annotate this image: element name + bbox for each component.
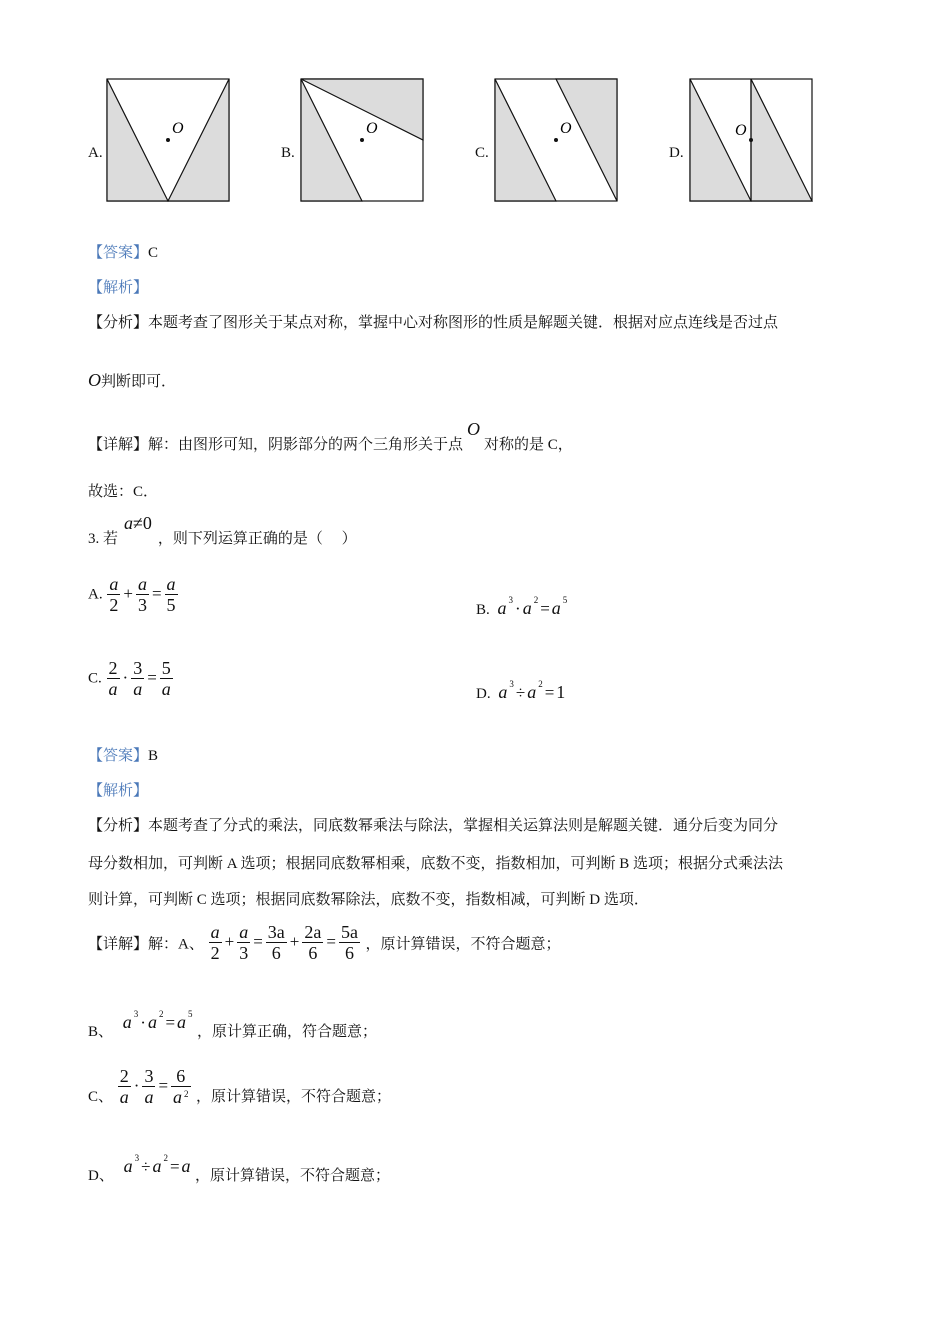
- fenxi-tag: 【分析】: [88, 315, 149, 331]
- detail-text-2: 对称的是 C，: [484, 437, 573, 453]
- figure-d: [689, 78, 814, 203]
- detail-label: C、: [88, 1088, 114, 1105]
- q2-detail-line: [88, 419, 573, 454]
- center-point: [166, 138, 170, 142]
- detail-comment: ，原计算错误，不符合题意；: [195, 1168, 391, 1184]
- answer-tag: 【答案】: [88, 245, 149, 261]
- point-o: O: [467, 419, 481, 439]
- option-label: D.: [476, 686, 491, 702]
- q3-fenxi-line3: 则计算，可判断 C 选项；根据同底数幂除法，底数不变，指数相减，可判断 D 选项．: [88, 892, 649, 908]
- q3-answer-line: [88, 744, 158, 765]
- q3-detail-d: D、 a $^3$ ÷ a $^2$ = a ，原计算错误，不符合题意；: [88, 1153, 391, 1184]
- q2-fenxi-line1: [88, 311, 778, 332]
- detail-comment: ，原计算错误，不符合题意；: [365, 936, 561, 953]
- detail-comment: ，原计算正确，符合题意；: [197, 1024, 378, 1040]
- q3-detail-c: C、 $\frac{2}{a}$ · $\frac{3}{a}$ = $\frac{6}{a ^2}$ ，原计算错误，不符合题意；: [88, 1066, 392, 1107]
- center-label: O: [366, 120, 378, 137]
- detail-comment: ，原计算错误，不符合题意；: [196, 1088, 392, 1105]
- detail-tag: 【详解】: [88, 936, 149, 953]
- q3-fenxi-line1: [88, 814, 778, 835]
- answer-tag: 【答案】: [88, 748, 149, 764]
- option-label: B.: [476, 602, 490, 618]
- q2-fenxi-line2: [88, 370, 176, 391]
- q2-analysis-tag: 【解析】: [88, 280, 149, 296]
- option-c-label: C.: [475, 145, 489, 161]
- option-label: A.: [88, 586, 103, 603]
- q3-fenxi-line2: 母分数相加，可判断 A 选项；根据同底数幂相乘，底数不变，指数相加，可判断 B 选项；根据分式乘法法: [88, 856, 784, 872]
- q3-option-c: C. $\frac{2}{a}$ · $\frac{3}{a}$ = $\frac{5}{a}$: [88, 658, 171, 699]
- option-a-label: A.: [88, 145, 103, 161]
- stem-suffix: ，则下列运算正确的是（ ）: [157, 531, 357, 547]
- center-label: O: [735, 122, 747, 139]
- option-b-label: B.: [281, 145, 295, 161]
- q3-option-a: A. $\frac{a}{2}$ + $\frac{a}{3}$ = $\frac{a}{5}$: [88, 574, 176, 615]
- fenxi-tag: 【分析】: [88, 818, 149, 834]
- answer-value: B: [148, 748, 159, 764]
- option-d-label: D.: [669, 145, 684, 161]
- detail-tag: 【详解】: [88, 437, 149, 453]
- fenxi-text: 本题考查了分式的乘法，同底数幂乘法与除法，掌握相关运算法则是解题关键．通分后变为同分: [148, 818, 779, 834]
- q3-option-d: D. a $^3$ ÷ a $^2$ = 1: [476, 679, 566, 702]
- detail-label: B、: [88, 1024, 114, 1040]
- option-label: C.: [88, 670, 102, 687]
- stem-prefix: 3. 若: [88, 531, 119, 547]
- q3-detail-a: 【详解】解：A、 $\frac{a}{2}$ + $\frac{a}{3}$ = $\frac{3a}{6}$ + $\frac{2a}{6}$ = $\frac{5a}{6}$ ，原计算错误，不符合题意；: [88, 922, 561, 963]
- center-point: [749, 138, 753, 142]
- q3-analysis-tag: 【解析】: [88, 783, 149, 799]
- fenxi-text: 本题考查了图形关于某点对称，掌握中心对称图形的性质是解题关键．根据对应点连线是否过点: [148, 315, 779, 331]
- q2-conclusion: 故选：C．: [88, 484, 159, 500]
- center-point: [554, 138, 558, 142]
- q3-detail-b: B、 a $^3$ · a $^2$ = a $^5$ ，原计算正确，符合题意；: [88, 1009, 378, 1040]
- figure-b: [300, 78, 425, 203]
- stem-condition: a≠0: [124, 513, 152, 533]
- point-o: O: [88, 370, 101, 390]
- center-label: O: [172, 120, 184, 137]
- q3-option-b: B. a $^3$ · a $^2$ = a $^5$: [476, 595, 568, 618]
- q2-answer-line: [88, 241, 158, 262]
- fenxi-text-2: 判断即可．: [101, 374, 177, 390]
- center-label: O: [560, 120, 572, 137]
- detail-label: D、: [88, 1168, 114, 1184]
- detail-intro: 解：A、: [148, 936, 204, 953]
- figure-a: [106, 78, 231, 203]
- detail-text-1: 解：由图形可知，阴影部分的两个三角形关于点: [148, 437, 464, 453]
- center-point: [360, 138, 364, 142]
- figure-c: [494, 78, 619, 203]
- q3-stem: [88, 513, 357, 548]
- answer-value: C: [148, 245, 159, 261]
